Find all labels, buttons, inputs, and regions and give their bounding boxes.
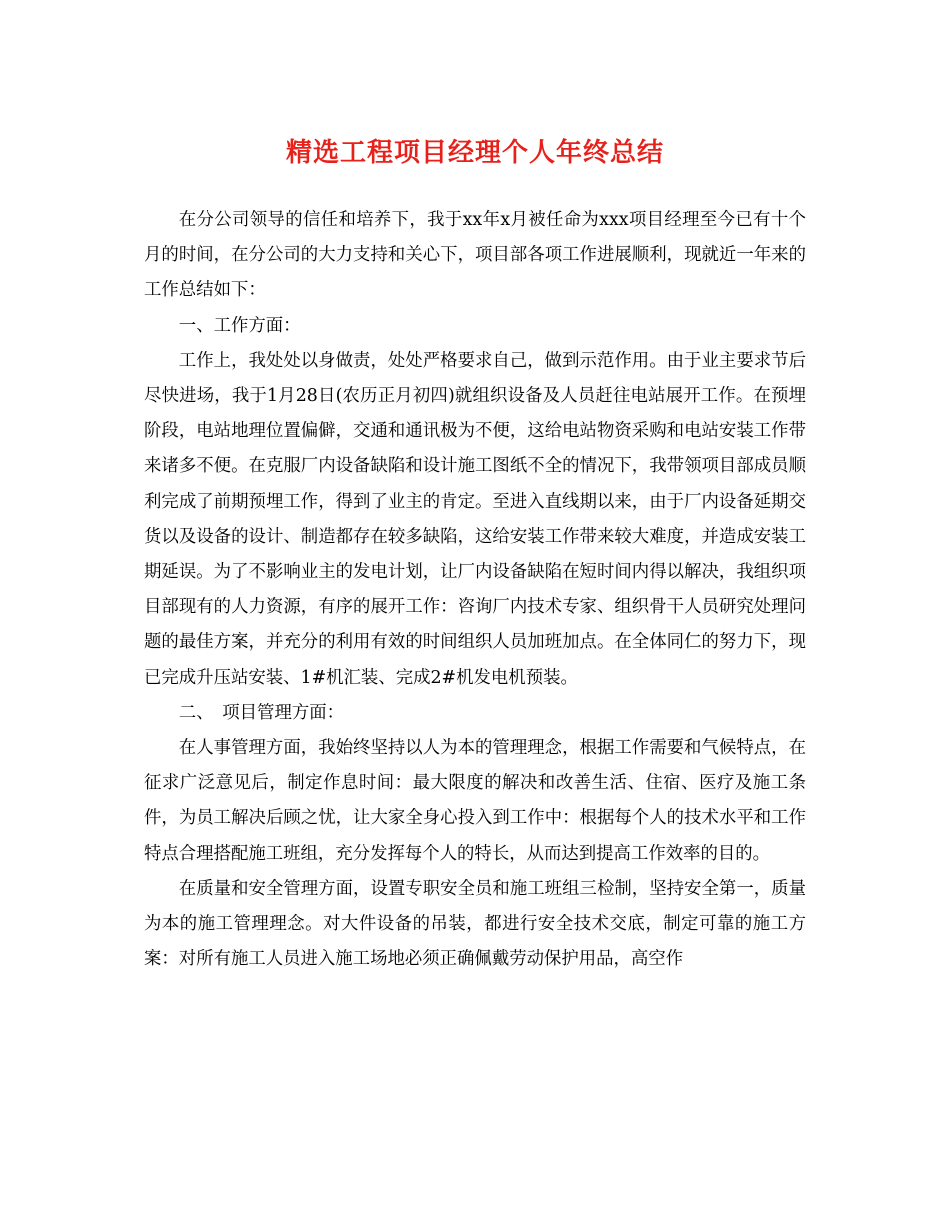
document-title: 精选工程项目经理个人年终总结: [285, 138, 664, 168]
document-body: [144, 203, 806, 977]
paragraph-intro: 在分公司领导的信任和培养下，我于xx年x月被任命为xxx项目经理至今已有十个月的时间，在分公司的大力支持和关心下，项目部各项工作进展顺利，现就近一年来的工作总结如下：: [144, 210, 806, 301]
section-heading-management: 二、 项目管理方面：: [178, 702, 345, 723]
section-heading-work: 一、工作方面：: [178, 315, 301, 336]
paragraph-work: 工作上，我处处以身做责，处处严格要求自己，做到示范作用。由于业主要求节后尽快进场，我于1月28日(农历正月初四)就组织设备及人员赶往电站展开工作。在预埋阶段，电站地理位置偏僻，交通和通讯极为不便，这给电站物资采购和电站安装工作带来诸多不便。在克服厂内设备缺陷和设计施工图纸不全的情况下，我带领项目部成员顺利完成了前期预埋工作，得到了业主的肯定。至进入直线期以来，由于厂内设备延期交货以及设备的设计、制造都存在较多缺陷，这给安装工作带来较大难度，并造成安装工期延误。为了不影响业主的发电计划，让厂内设备缺陷在短时间内得以解决，我组织项目部现有的人力资源，有序的展开工作：咨询厂内技术专家、组织骨干人员研究处理问题的最佳方案，并充分的利用有效的时间组织人员加班加点。在全体同仁的努力下，现已完成升压站安装、1#机汇装、完成2#机发电机预装。: [144, 350, 806, 688]
paragraph-quality-safety: 在质量和安全管理方面，设置专职安全员和施工班组三检制，坚持安全第一，质量为本的施工管理理念。对大件设备的吊装，都进行安全技术交底，制定可靠的施工方案：对所有施工人员进入施工场地必须正确佩戴劳动保护用品，高空作: [144, 878, 806, 970]
paragraph-personnel: 在人事管理方面，我始终坚持以人为本的管理理念，根据工作需要和气候特点，在征求广泛意见后，制定作息时间：最大限度的解决和改善生活、住宿、医疗及施工条件，为员工解决后顾之忧，让大家全身心投入到工作中：根据每个人的技术水平和工作特点合理搭配施工班组，充分发挥每个人的特长，从而达到提高工作效率的目的。: [144, 738, 806, 864]
